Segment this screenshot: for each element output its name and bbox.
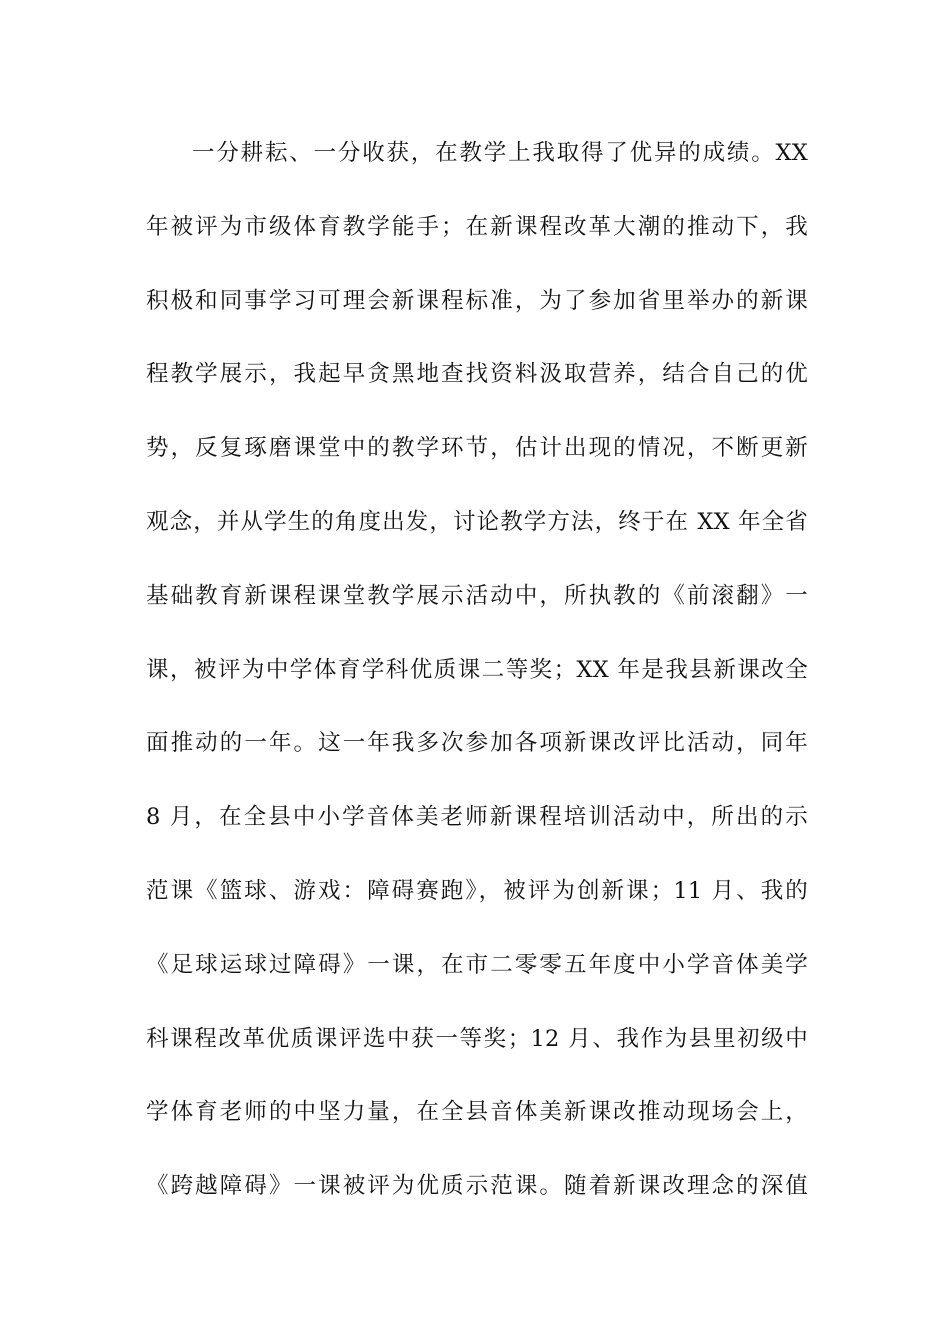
body-paragraph — [146, 130, 808, 1237]
paragraph-line-5: 势，反复琢磨课堂中的教学环节，估计出现的情况，不断更新 — [146, 435, 808, 462]
paragraph-line-14: 学体育老师的中坚力量，在全县音体美新课改推动现场会上， — [146, 1099, 808, 1126]
paragraph-line-6: 观念，并从学生的角度出发，讨论教学方法，终于在 XX 年全省 — [146, 508, 808, 535]
paragraph-line-15: 《跨越障碍》一课被评为优质示范课。随着新课改理念的深值 — [146, 1173, 808, 1200]
paragraph-line-13: 科课程改革优质课评选中获一等奖；12 月、我作为县里初级中 — [146, 1025, 808, 1052]
paragraph-line-2: 年被评为市级体育教学能手；在新课程改革大潮的推动下，我 — [146, 213, 808, 240]
paragraph-line-9: 面推动的一年。这一年我多次参加各项新课改评比活动，同年 — [146, 730, 808, 757]
paragraph-line-4: 程教学展示，我起早贪黑地查找资料汲取营养，结合自己的优 — [146, 361, 808, 388]
paragraph-line-1: 一分耕耘、一分收获，在教学上我取得了优异的成绩。XX — [192, 140, 808, 166]
paragraph-line-8: 课，被评为中学体育学科优质课二等奖；XX 年是我县新课改全 — [146, 656, 808, 683]
paragraph-line-10: 8 月，在全县中小学音体美老师新课程培训活动中，所出的示 — [146, 804, 808, 831]
paragraph-line-12: 《足球运球过障碍》一课，在市二零零五年度中小学音体美学 — [146, 951, 808, 978]
paragraph-line-11: 范课《篮球、游戏：障碍赛跑》，被评为创新课；11 月、我的 — [146, 877, 808, 904]
paragraph-line-7: 基础教育新课程课堂教学展示活动中，所执教的《前滚翻》一 — [146, 582, 808, 609]
paragraph-line-3: 积极和同事学习可理会新课程标准，为了参加省里举办的新课 — [146, 287, 808, 314]
